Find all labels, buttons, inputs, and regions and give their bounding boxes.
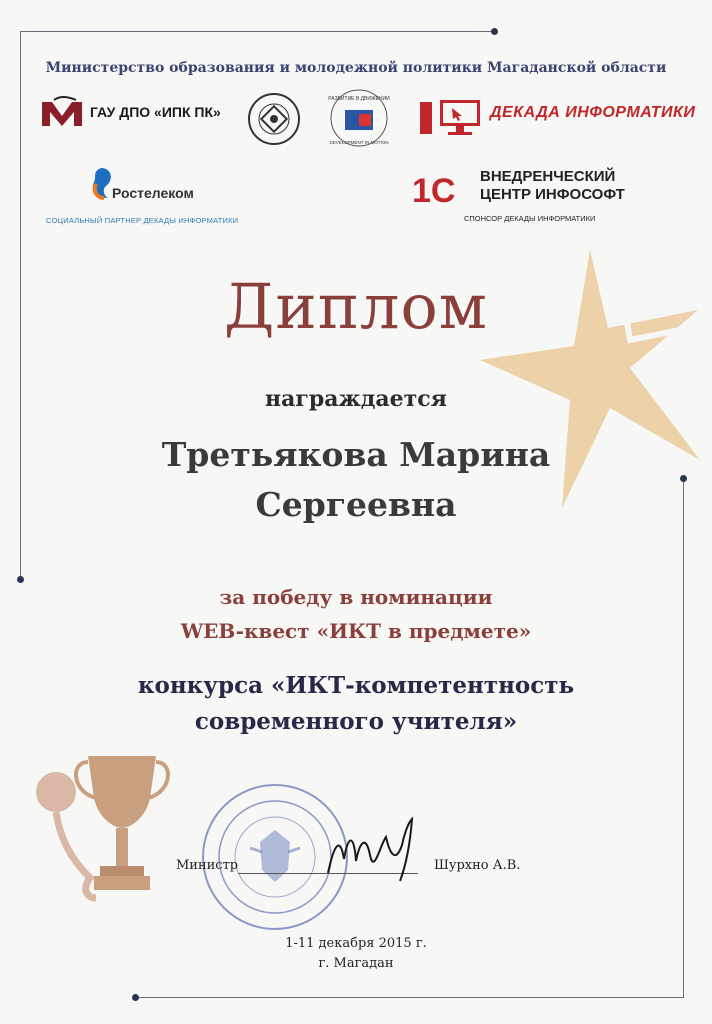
ministry-header: Министерство образования и молодежной политики Магаданской области xyxy=(45,60,667,76)
svg-text:DEVELOPMENT IN MOTION: DEVELOPMENT IN MOTION xyxy=(329,140,389,145)
contest-line1: конкурса «ИКТ-компетентность xyxy=(137,672,575,699)
reason-line2: WEB-квест «ИКТ в предмете» xyxy=(180,619,532,643)
handwritten-signature-icon xyxy=(320,815,430,885)
onec-mark-text: 1С xyxy=(412,172,456,208)
frame-line-top xyxy=(20,31,494,32)
rostelecom-subtitle: СОЦИАЛЬНЫЙ ПАРТНЕР ДЕКАДЫ ИНФОРМАТИКИ xyxy=(46,216,239,225)
reason-line1: за победу в номинации xyxy=(219,585,493,609)
dekada-logo-text: ДЕКАДА ИНФОРМАТИКИ xyxy=(490,104,696,121)
onec-subtitle: СПОНСОР ДЕКАДЫ ИНФОРМАТИКИ xyxy=(464,214,596,223)
frame-dot xyxy=(132,994,139,1001)
onec-logo-icon xyxy=(410,170,476,208)
awarded-text: награждается xyxy=(265,386,447,412)
contest-name xyxy=(0,668,712,740)
recipient-name-line1: Третьякова Марина xyxy=(161,435,551,474)
signer-position: Министр xyxy=(176,858,239,873)
onec-line2: ЦЕНТР ИНФОСОФТ xyxy=(480,186,625,203)
ipk-mark-icon xyxy=(40,96,84,128)
diploma-title: Диплом xyxy=(224,270,488,343)
university-seal-icon xyxy=(247,92,301,146)
recipient-name-line2: Сергеевна xyxy=(255,485,457,524)
award-reason xyxy=(0,580,712,648)
rostelecom-name: Ростелеком xyxy=(112,185,194,201)
rostelecom-logo-icon xyxy=(88,166,114,200)
ipk-logo xyxy=(40,96,221,128)
contest-line2: современного учителя» xyxy=(194,708,518,735)
recipient-name xyxy=(0,430,712,530)
signer-name: Шурхно А.В. xyxy=(434,858,521,873)
computer-icon xyxy=(418,98,484,138)
onec-line1: ВНЕДРЕНЧЕСКИЙ xyxy=(480,168,616,185)
issue-date: 1-11 декабря 2015 г. xyxy=(285,936,427,951)
onec-logo-text xyxy=(480,168,625,204)
ipk-logo-text: ГАУ ДПО «ИПК ПК» xyxy=(90,104,221,120)
trophy-icon xyxy=(30,748,180,906)
frame-dot xyxy=(491,28,498,35)
issue-city: г. Магадан xyxy=(318,956,394,971)
school-logo-icon xyxy=(327,88,391,148)
issue-date-place xyxy=(0,934,712,974)
frame-line-bottom xyxy=(135,997,684,998)
svg-text:РАЗВИТИЕ В ДВИЖЕНИИ: РАЗВИТИЕ В ДВИЖЕНИИ xyxy=(328,96,390,102)
